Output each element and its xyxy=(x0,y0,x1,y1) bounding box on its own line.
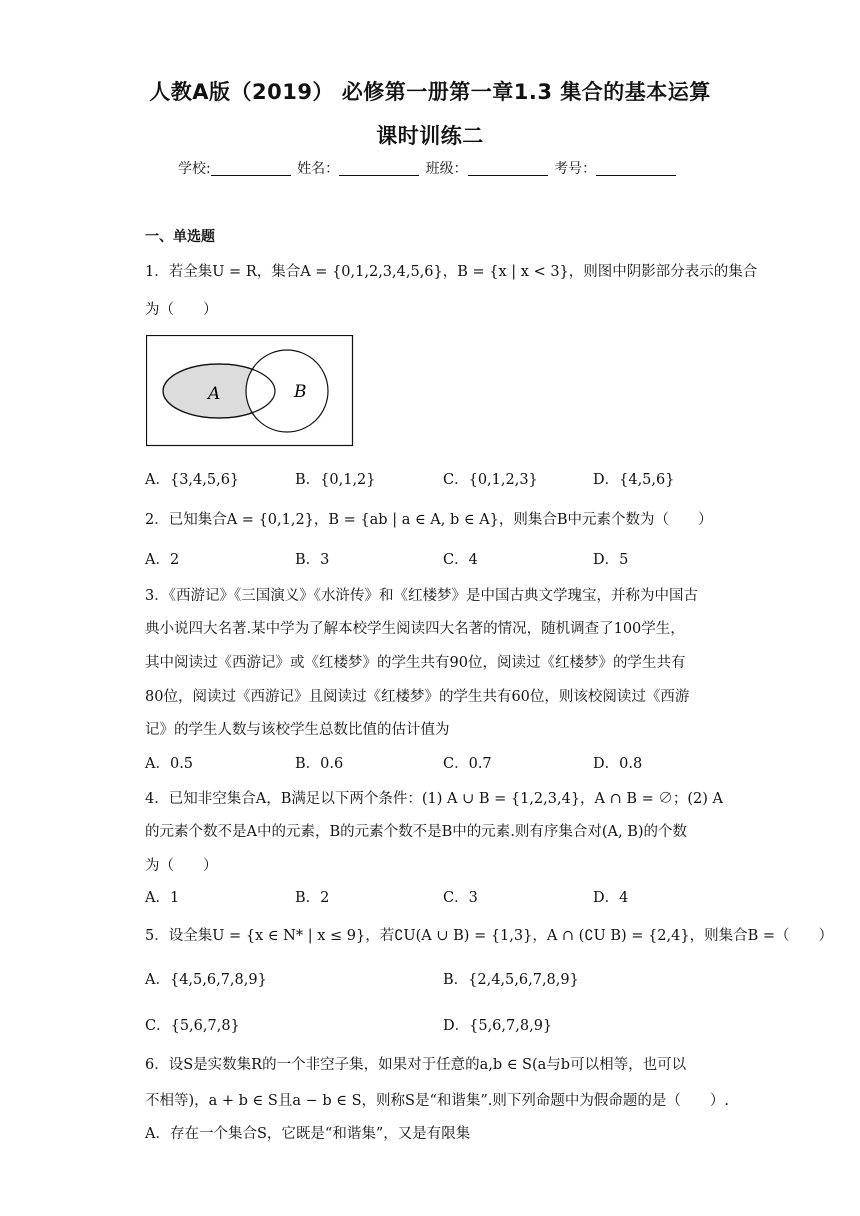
document-title: 人教A版（2019） 必修第一册第一章1.3 集合的基本运算 xyxy=(149,80,711,104)
class-blank xyxy=(468,161,548,176)
question-5-option-b: B．{2,4,5,6,7,8,9} xyxy=(443,972,579,988)
question-3-option-a: A．0.5 xyxy=(145,756,194,772)
question-5-option-a: A．{4,5,6,7,8,9} xyxy=(145,972,267,988)
question-2-line-1: 2．已知集合A = {0,1,2}，B = {ab | a ∈ A, b ∈ A}，则集合B中元素个数为（ ） xyxy=(145,512,713,528)
exam-number-blank xyxy=(596,161,676,176)
section-title: 一、单选题 xyxy=(145,229,215,245)
set-b-label: B xyxy=(294,382,307,402)
question-3-line-5: 记》的学生人数与该校学生总数比值的估计值为 xyxy=(145,722,450,738)
question-2-option-b: B．3 xyxy=(295,552,330,568)
question-1-line-1: 1．若全集U = R，集合A = {0,1,2,3,4,5,6}，B = {x | x < 3}，则图中阴影部分表示的集合 xyxy=(145,264,758,280)
question-1-option-c: C．{0,1,2,3} xyxy=(443,472,538,488)
exam-number-field-label: 考号： xyxy=(554,161,597,177)
question-5-line-1: 5．设全集U = {x ∈ N* | x ≤ 9}，若∁U(A ∪ B) = {1,3}，A ∩ (∁U B) = {2,4}，则集合B =（ ） xyxy=(145,928,833,944)
name-field-label: 姓名： xyxy=(297,161,340,177)
question-3-option-d: D．0.8 xyxy=(593,756,643,772)
question-3-line-1: 3．《西游记》《三国演义》《水浒传》和《红楼梦》是中国古典文学瑰宝，并称为中国古 xyxy=(145,588,698,604)
question-1-option-a: A．{3,4,5,6} xyxy=(145,472,240,488)
question-6-line-2: 不相等)，a + b ∈ S且a − b ∈ S，则称S是“和谐集”.则下列命题中为假命题的是（ ）. xyxy=(145,1093,729,1109)
school-blank xyxy=(211,161,291,176)
question-4-line-3: 为（ ） xyxy=(145,858,218,874)
question-6-line-1: 6．设S是实数集R的一个非空子集，如果对于任意的a,b ∈ S(a与b可以相等，也可以 xyxy=(145,1057,687,1073)
question-1-option-d: D．{4,5,6} xyxy=(593,472,675,488)
student-info-fields xyxy=(178,158,678,178)
question-4-option-a: A．1 xyxy=(145,890,180,906)
set-a-label: A xyxy=(208,384,221,404)
question-2-option-d: D．5 xyxy=(593,552,629,568)
question-5-option-d: D．{5,6,7,8,9} xyxy=(443,1018,553,1034)
school-field-label: 学校: xyxy=(178,161,211,177)
question-2-option-c: C．4 xyxy=(443,552,478,568)
question-4-line-2: 的元素个数不是A中的元素，B的元素个数不是B中的元素.则有序集合对(A, B)的个数 xyxy=(145,824,688,840)
class-field-label: 班级： xyxy=(425,161,468,177)
question-4-option-d: D．4 xyxy=(593,890,629,906)
venn-diagram xyxy=(146,335,354,447)
question-6-option-a: A．存在一个集合S，它既是“和谐集”，又是有限集 xyxy=(145,1126,471,1142)
question-4-line-1: 4．已知非空集合A，B满足以下两个条件：(1) A ∪ B = {1,2,3,4}，A ∩ B = ∅；(2) A xyxy=(145,791,724,807)
question-1-option-b: B．{0,1,2} xyxy=(295,472,376,488)
question-3-line-2: 典小说四大名著.某中学为了解本校学生阅读四大名著的情况，随机调查了100学生， xyxy=(145,621,685,637)
question-4-option-c: C．3 xyxy=(443,890,478,906)
question-5-option-c: C．{5,6,7,8} xyxy=(145,1018,240,1034)
question-4-option-b: B．2 xyxy=(295,890,330,906)
question-3-line-3: 其中阅读过《西游记》或《红楼梦》的学生共有90位，阅读过《红楼梦》的学生共有 xyxy=(145,655,686,671)
name-blank xyxy=(339,161,419,176)
document-subtitle: 课时训练二 xyxy=(376,124,484,148)
question-3-line-4: 80位，阅读过《西游记》且阅读过《红楼梦》的学生共有60位，则该校阅读过《西游 xyxy=(145,689,690,705)
question-3-option-c: C．0.7 xyxy=(443,756,492,772)
question-3-option-b: B．0.6 xyxy=(295,756,344,772)
question-2-option-a: A．2 xyxy=(145,552,180,568)
question-1-line-2: 为（ ） xyxy=(145,302,218,318)
